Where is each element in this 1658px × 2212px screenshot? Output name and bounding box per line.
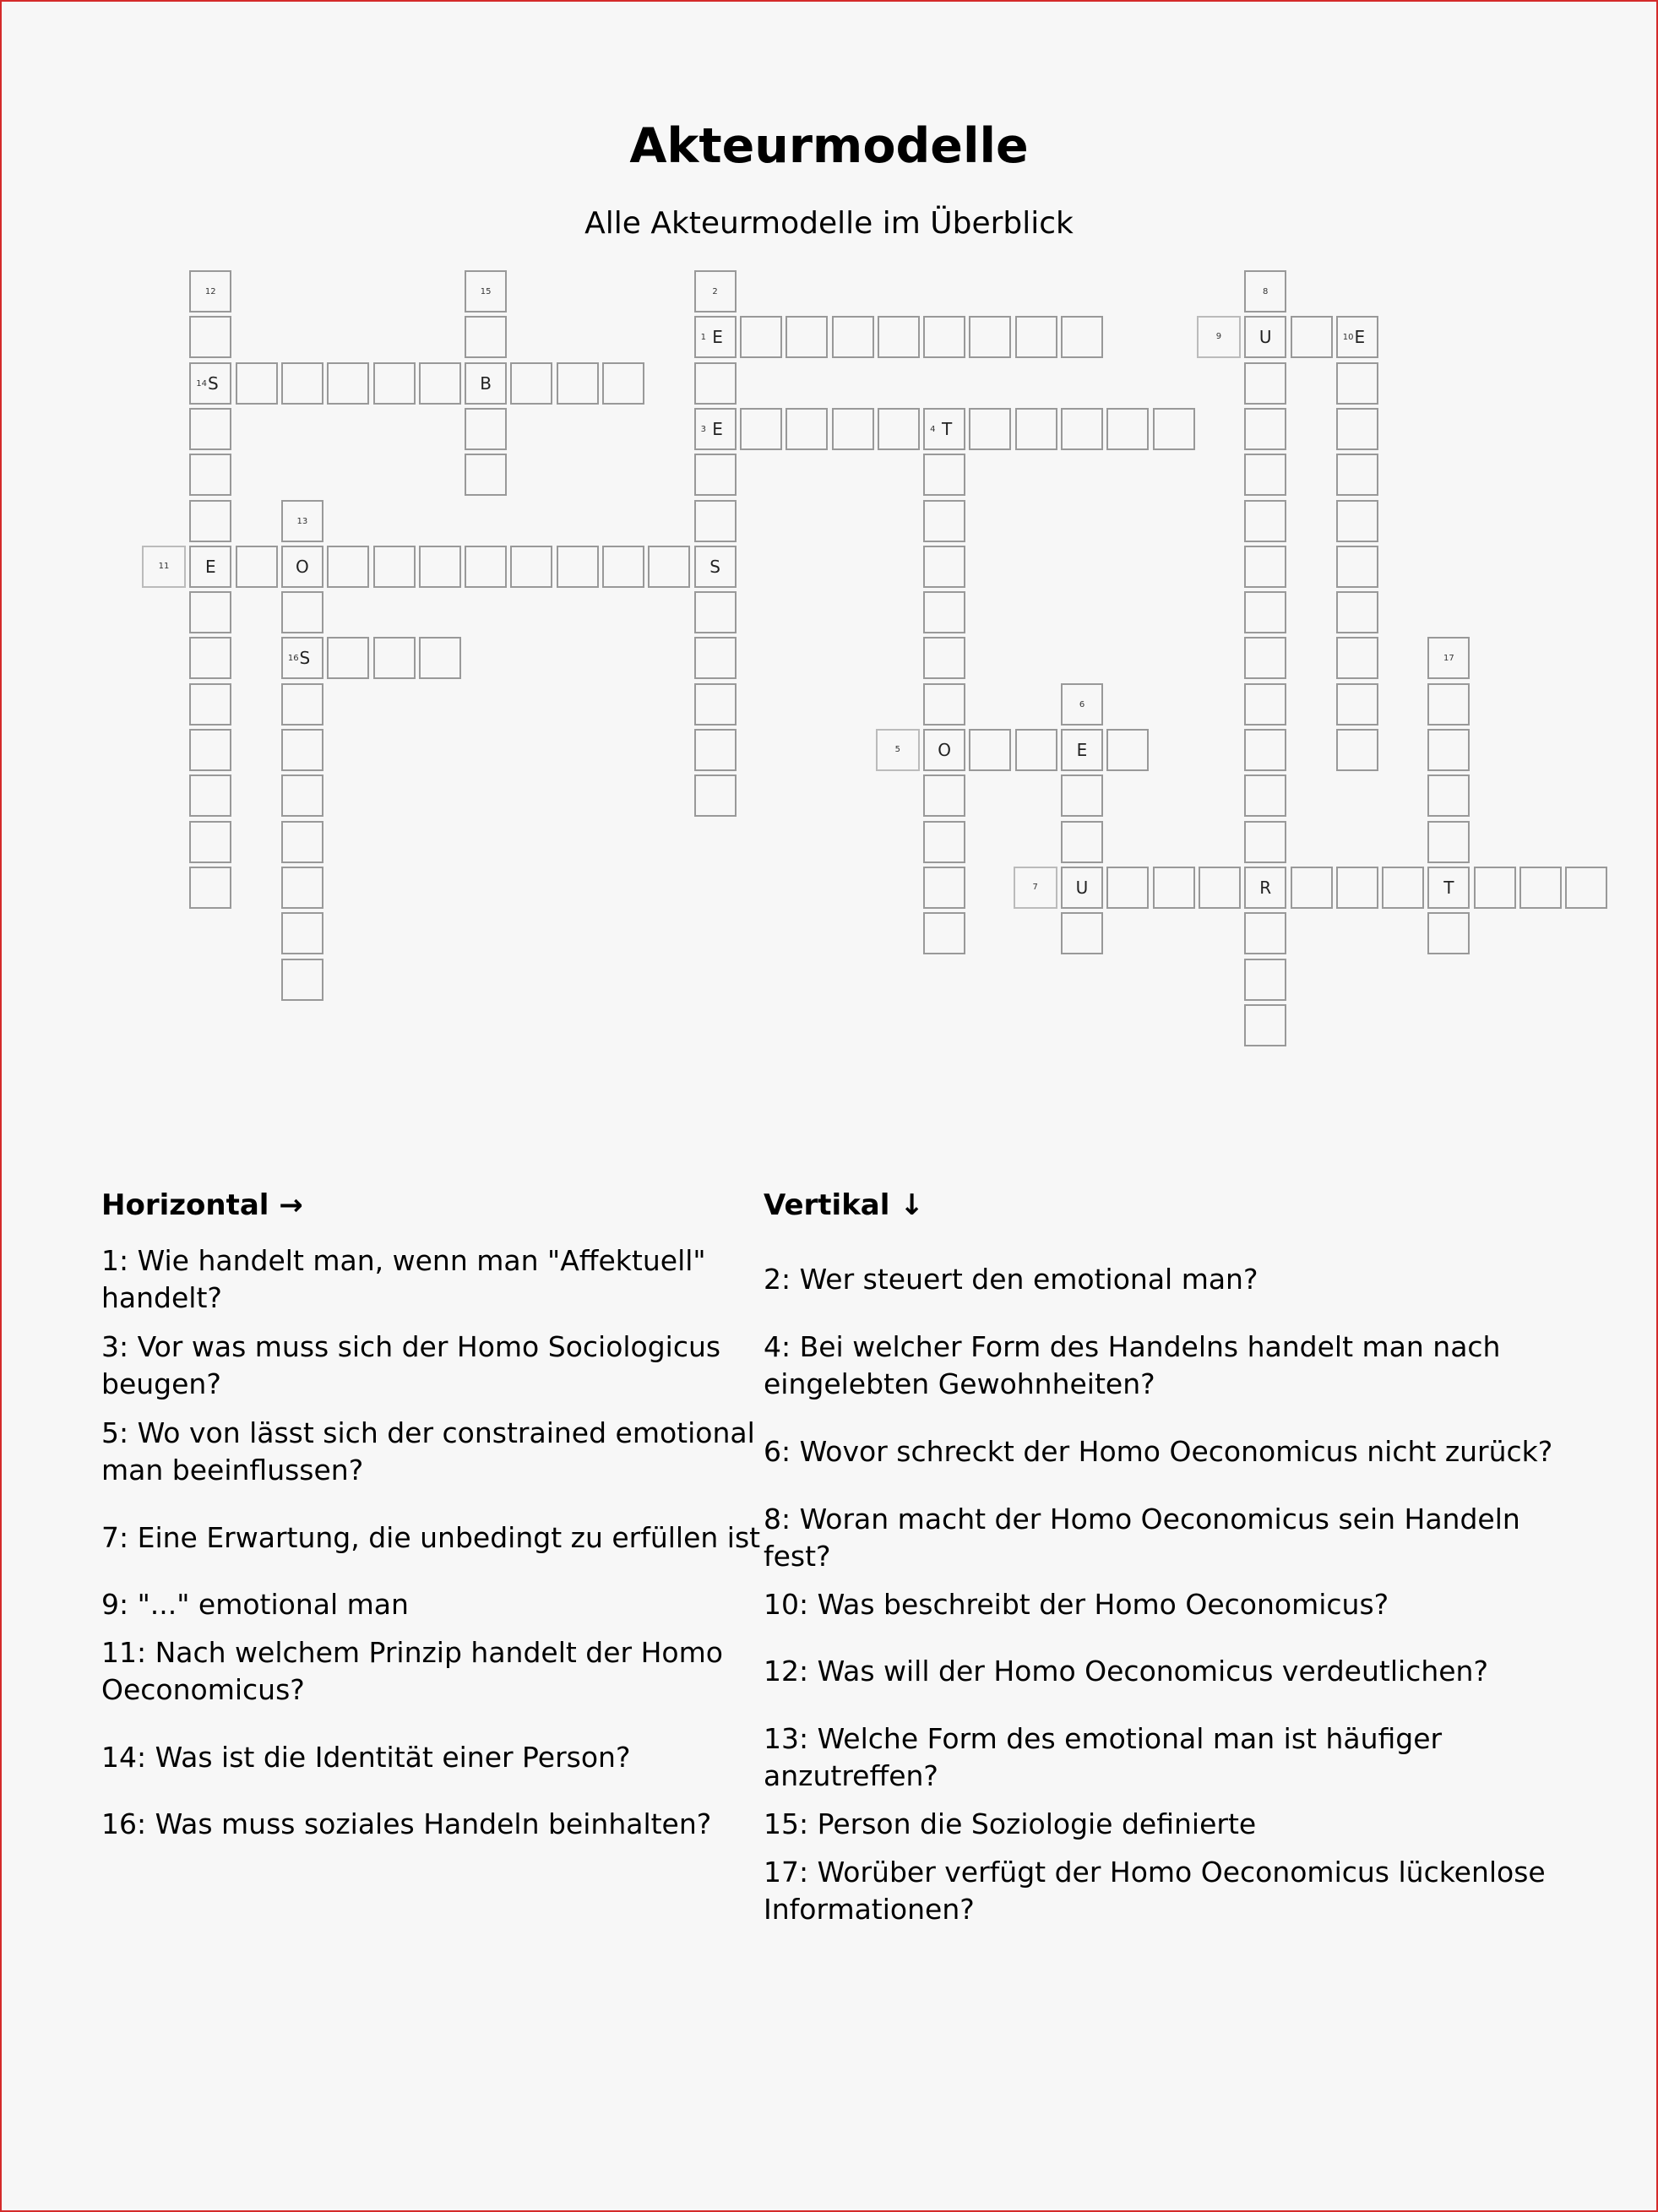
given-letter: T xyxy=(941,418,953,439)
grid-cell[interactable] xyxy=(281,867,323,909)
grid-cell[interactable] xyxy=(281,591,323,633)
clue-item xyxy=(101,1236,769,1323)
grid-cell[interactable] xyxy=(923,912,965,954)
clue-text: 8: Woran macht der Homo Oeconomicus sein Handeln fest? xyxy=(764,1503,1520,1573)
grid-cell[interactable] xyxy=(1427,637,1470,679)
grid-cell[interactable] xyxy=(694,362,737,405)
grid-cell[interactable] xyxy=(419,546,461,588)
clue-text: 6: Wovor schreckt der Homo Oeconomicus nicht zurück? xyxy=(764,1435,1553,1468)
clue-number: 2 xyxy=(712,287,718,296)
grid-cell[interactable] xyxy=(281,821,323,863)
grid-cell[interactable] xyxy=(236,546,278,588)
grid-cell[interactable] xyxy=(1244,362,1286,405)
grid-cell[interactable] xyxy=(1336,637,1378,679)
grid-cell[interactable] xyxy=(923,683,965,726)
grid-cell[interactable] xyxy=(694,316,737,358)
given-letter: E xyxy=(1354,327,1366,348)
grid-cell[interactable] xyxy=(465,454,507,496)
clue-item xyxy=(101,1801,769,1848)
clue-number: 8 xyxy=(1263,287,1269,296)
grid-cell[interactable] xyxy=(878,408,920,450)
grid-cell[interactable] xyxy=(923,591,965,633)
given-letter: O xyxy=(938,740,951,760)
clue-text: 15: Person die Soziologie definierte xyxy=(764,1807,1257,1840)
clue-number-box: 11 xyxy=(142,546,186,588)
grid-cell[interactable] xyxy=(189,729,231,771)
grid-cell[interactable] xyxy=(1061,683,1103,726)
clue-number: 3 xyxy=(700,424,706,434)
grid-cell[interactable] xyxy=(1061,774,1103,817)
grid-cell[interactable] xyxy=(1291,316,1333,358)
grid-cell[interactable] xyxy=(1336,867,1378,909)
grid-cell[interactable] xyxy=(1244,500,1286,542)
given-letter: S xyxy=(299,648,311,669)
grid-cell[interactable] xyxy=(1565,867,1607,909)
grid-cell[interactable] xyxy=(694,729,737,771)
grid-cell[interactable] xyxy=(1244,774,1286,817)
grid-cell[interactable] xyxy=(648,546,690,588)
grid-cell[interactable] xyxy=(327,362,369,405)
grid-cell[interactable] xyxy=(465,270,507,313)
grid-cell[interactable] xyxy=(281,546,323,588)
grid-cell[interactable] xyxy=(1015,408,1057,450)
clue-item xyxy=(764,1495,1574,1581)
given-letter: R xyxy=(1259,877,1272,898)
grid-cell[interactable] xyxy=(189,867,231,909)
grid-cell[interactable] xyxy=(373,546,416,588)
grid-cell[interactable] xyxy=(373,637,416,679)
grid-cell[interactable] xyxy=(923,500,965,542)
grid-cell[interactable] xyxy=(923,546,965,588)
grid-cell[interactable] xyxy=(557,362,599,405)
grid-cell[interactable] xyxy=(1106,408,1149,450)
clue-text: 16: Was muss soziales Handeln beinhalten? xyxy=(101,1807,712,1840)
grid-cell[interactable] xyxy=(1336,591,1378,633)
given-letter: B xyxy=(480,372,492,394)
clue-number: 6 xyxy=(1079,699,1085,709)
grid-cell[interactable] xyxy=(1244,408,1286,450)
grid-cell[interactable] xyxy=(1106,729,1149,771)
grid-cell[interactable] xyxy=(327,637,369,679)
clue-number-box: 9 xyxy=(1197,316,1241,358)
grid-cell[interactable] xyxy=(327,546,369,588)
grid-cell[interactable] xyxy=(1061,729,1103,771)
grid-cell[interactable] xyxy=(1427,867,1470,909)
grid-cell[interactable] xyxy=(1244,1004,1286,1046)
given-letter: U xyxy=(1075,877,1089,898)
grid-cell[interactable] xyxy=(1382,867,1424,909)
clue-number: 15 xyxy=(480,287,492,296)
grid-cell[interactable] xyxy=(557,546,599,588)
grid-cell[interactable] xyxy=(694,637,737,679)
grid-cell[interactable] xyxy=(281,683,323,726)
grid-cell[interactable] xyxy=(1015,729,1057,771)
clue-item xyxy=(764,1848,1574,1934)
clue-text: 7: Eine Erwartung, die unbedingt zu erfüllen ist xyxy=(101,1521,761,1554)
grid-cell[interactable] xyxy=(694,270,737,313)
grid-cell[interactable] xyxy=(465,546,507,588)
grid-cell[interactable] xyxy=(1244,729,1286,771)
given-letter: E xyxy=(712,418,723,439)
grid-cell[interactable] xyxy=(189,500,231,542)
clue-number: 13 xyxy=(296,516,308,526)
grid-cell[interactable] xyxy=(1474,867,1516,909)
clue-text: 10: Was beschreibt der Homo Oeconomicus? xyxy=(764,1588,1389,1621)
clue-number-box: 5 xyxy=(876,729,920,771)
grid-cell[interactable] xyxy=(1015,316,1057,358)
page-title: Akteurmodelle xyxy=(629,118,1029,174)
grid-cell[interactable] xyxy=(189,316,231,358)
given-letter: T xyxy=(1443,877,1454,898)
page-subtitle: Alle Akteurmodelle im Überblick xyxy=(584,206,1074,241)
clue-number: 10 xyxy=(1342,333,1354,343)
grid-cell[interactable] xyxy=(878,316,920,358)
grid-cell[interactable] xyxy=(694,408,737,450)
grid-cell[interactable] xyxy=(281,774,323,817)
clue-text: 11: Nach welchem Prinzip handelt der Homo Oeconomicus? xyxy=(101,1636,723,1706)
grid-cell[interactable] xyxy=(694,591,737,633)
clue-number: 4 xyxy=(930,424,936,434)
grid-cell[interactable] xyxy=(923,729,965,771)
clue-number: 1 xyxy=(700,333,706,343)
clue-item xyxy=(764,1801,1574,1848)
grid-cell[interactable] xyxy=(923,774,965,817)
grid-cell[interactable] xyxy=(1427,683,1470,726)
vertical-heading: Vertikal ↓ xyxy=(764,1188,924,1222)
grid-cell[interactable] xyxy=(189,591,231,633)
grid-cell[interactable] xyxy=(694,500,737,542)
grid-cell[interactable] xyxy=(281,362,323,405)
grid-cell[interactable] xyxy=(189,270,231,313)
horizontal-clues xyxy=(101,1184,769,1848)
grid-cell[interactable] xyxy=(1336,454,1378,496)
grid-cell[interactable] xyxy=(465,316,507,358)
grid-cell[interactable] xyxy=(923,316,965,358)
grid-cell[interactable] xyxy=(1199,867,1241,909)
grid-cell[interactable] xyxy=(189,454,231,496)
clue-item xyxy=(101,1581,769,1628)
grid-cell[interactable] xyxy=(1244,821,1286,863)
clue-text: 12: Was will der Homo Oeconomicus verdeutlichen? xyxy=(764,1655,1488,1688)
clue-text: 5: Wo von lässt sich der constrained emotional man beeinflussen? xyxy=(101,1416,755,1486)
clue-item xyxy=(764,1628,1574,1715)
grid-cell[interactable] xyxy=(1244,591,1286,633)
clue-text: 3: Vor was muss sich der Homo Sociologicus beugen? xyxy=(101,1330,721,1400)
clue-item xyxy=(764,1236,1574,1323)
vertical-clues xyxy=(764,1184,1574,1934)
grid-cell[interactable] xyxy=(1061,912,1103,954)
clue-item xyxy=(101,1628,769,1715)
clue-number: 14 xyxy=(196,378,208,389)
grid-cell[interactable] xyxy=(189,546,231,588)
grid-cell[interactable] xyxy=(969,408,1011,450)
grid-cell[interactable] xyxy=(1427,912,1470,954)
grid-cell[interactable] xyxy=(1244,867,1286,909)
clue-text: 4: Bei welcher Form des Handelns handelt man nach eingelebten Gewohnheiten? xyxy=(764,1330,1501,1400)
clue-text: 2: Wer steuert den emotional man? xyxy=(764,1263,1258,1296)
grid-cell[interactable] xyxy=(694,774,737,817)
grid-cell[interactable] xyxy=(694,546,737,588)
clue-item xyxy=(101,1323,769,1409)
grid-cell[interactable] xyxy=(786,408,828,450)
clue-item xyxy=(764,1323,1574,1409)
grid-cell[interactable] xyxy=(1244,912,1286,954)
grid-cell[interactable] xyxy=(1336,500,1378,542)
grid-cell[interactable] xyxy=(786,316,828,358)
grid-cell[interactable] xyxy=(923,454,965,496)
grid-cell[interactable] xyxy=(1291,867,1333,909)
grid-cell[interactable] xyxy=(373,362,416,405)
grid-cell[interactable] xyxy=(694,683,737,726)
grid-cell[interactable] xyxy=(1061,867,1103,909)
clue-text: 13: Welche Form des emotional man ist häufiger anzutreffen? xyxy=(764,1722,1443,1792)
grid-cell[interactable] xyxy=(281,729,323,771)
horizontal-clue-list xyxy=(101,1236,769,1848)
clue-text: 14: Was ist die Identität einer Person? xyxy=(101,1741,631,1774)
clue-item xyxy=(101,1715,769,1801)
given-letter: S xyxy=(207,372,219,394)
horizontal-heading: Horizontal → xyxy=(101,1188,303,1222)
grid-cell[interactable] xyxy=(189,362,231,405)
clue-text: 9: "..." emotional man xyxy=(101,1588,409,1621)
grid-cell[interactable] xyxy=(419,637,461,679)
grid-cell[interactable] xyxy=(1244,959,1286,1001)
clue-text: 17: Worüber verfügt der Homo Oeconomicus lückenlose Informationen? xyxy=(764,1856,1546,1926)
grid-cell[interactable] xyxy=(1427,729,1470,771)
grid-cell[interactable] xyxy=(1336,546,1378,588)
grid-cell[interactable] xyxy=(281,959,323,1001)
grid-cell[interactable] xyxy=(510,362,552,405)
grid-cell[interactable] xyxy=(740,408,782,450)
grid-cell[interactable] xyxy=(419,362,461,405)
grid-cell[interactable] xyxy=(1153,408,1195,450)
grid-cell[interactable] xyxy=(1244,454,1286,496)
clue-text: 1: Wie handelt man, wenn man "Affektuell" handelt? xyxy=(101,1244,706,1314)
clue-number: 17 xyxy=(1443,654,1454,664)
clue-item xyxy=(764,1581,1574,1628)
grid-cell[interactable] xyxy=(1336,408,1378,450)
grid-cell[interactable] xyxy=(1336,729,1378,771)
grid-cell[interactable] xyxy=(1244,637,1286,679)
given-letter: S xyxy=(709,556,720,577)
grid-cell[interactable] xyxy=(1061,821,1103,863)
grid-cell[interactable] xyxy=(1244,316,1286,358)
grid-cell[interactable] xyxy=(189,637,231,679)
given-letter: U xyxy=(1258,327,1272,348)
grid-cell[interactable] xyxy=(1061,316,1103,358)
grid-cell[interactable] xyxy=(1336,683,1378,726)
grid-cell[interactable] xyxy=(1061,408,1103,450)
vertical-clue-list xyxy=(764,1236,1574,1934)
grid-cell[interactable] xyxy=(1336,362,1378,405)
grid-cell[interactable] xyxy=(236,362,278,405)
grid-cell[interactable] xyxy=(694,454,737,496)
clue-item xyxy=(101,1495,769,1581)
grid-cell[interactable] xyxy=(1244,546,1286,588)
grid-cell[interactable] xyxy=(602,362,644,405)
grid-cell[interactable] xyxy=(923,637,965,679)
grid-cell[interactable] xyxy=(465,408,507,450)
grid-cell[interactable] xyxy=(740,316,782,358)
given-letter: E xyxy=(712,327,723,348)
grid-cell[interactable] xyxy=(189,774,231,817)
grid-cell[interactable] xyxy=(1427,821,1470,863)
clue-item xyxy=(764,1409,1574,1495)
clue-number: 16 xyxy=(287,654,299,664)
grid-cell[interactable] xyxy=(189,408,231,450)
grid-cell[interactable] xyxy=(1336,316,1378,358)
clue-item xyxy=(764,1715,1574,1801)
grid-cell[interactable] xyxy=(281,500,323,542)
grid-cell[interactable] xyxy=(465,362,507,405)
grid-cell[interactable] xyxy=(832,316,874,358)
grid-cell[interactable] xyxy=(923,867,965,909)
grid-cell[interactable] xyxy=(189,683,231,726)
clue-number-box: 7 xyxy=(1014,867,1057,909)
given-letter: O xyxy=(296,556,309,577)
grid-cell[interactable] xyxy=(1244,270,1286,313)
clue-item xyxy=(101,1409,769,1495)
grid-cell[interactable] xyxy=(1153,867,1195,909)
grid-cell[interactable] xyxy=(281,912,323,954)
grid-cell[interactable] xyxy=(969,729,1011,771)
grid-cell[interactable] xyxy=(602,546,644,588)
grid-cell[interactable] xyxy=(1106,867,1149,909)
grid-cell[interactable] xyxy=(969,316,1011,358)
grid-cell[interactable] xyxy=(832,408,874,450)
grid-cell[interactable] xyxy=(189,821,231,863)
grid-cell[interactable] xyxy=(1519,867,1562,909)
grid-cell[interactable] xyxy=(1427,774,1470,817)
grid-cell[interactable] xyxy=(281,637,323,679)
grid-cell[interactable] xyxy=(1244,683,1286,726)
grid-cell[interactable] xyxy=(923,821,965,863)
given-letter: E xyxy=(204,556,216,577)
given-letter: E xyxy=(1076,740,1088,760)
grid-cell[interactable] xyxy=(923,408,965,450)
grid-cell[interactable] xyxy=(510,546,552,588)
clue-number: 12 xyxy=(204,287,216,296)
